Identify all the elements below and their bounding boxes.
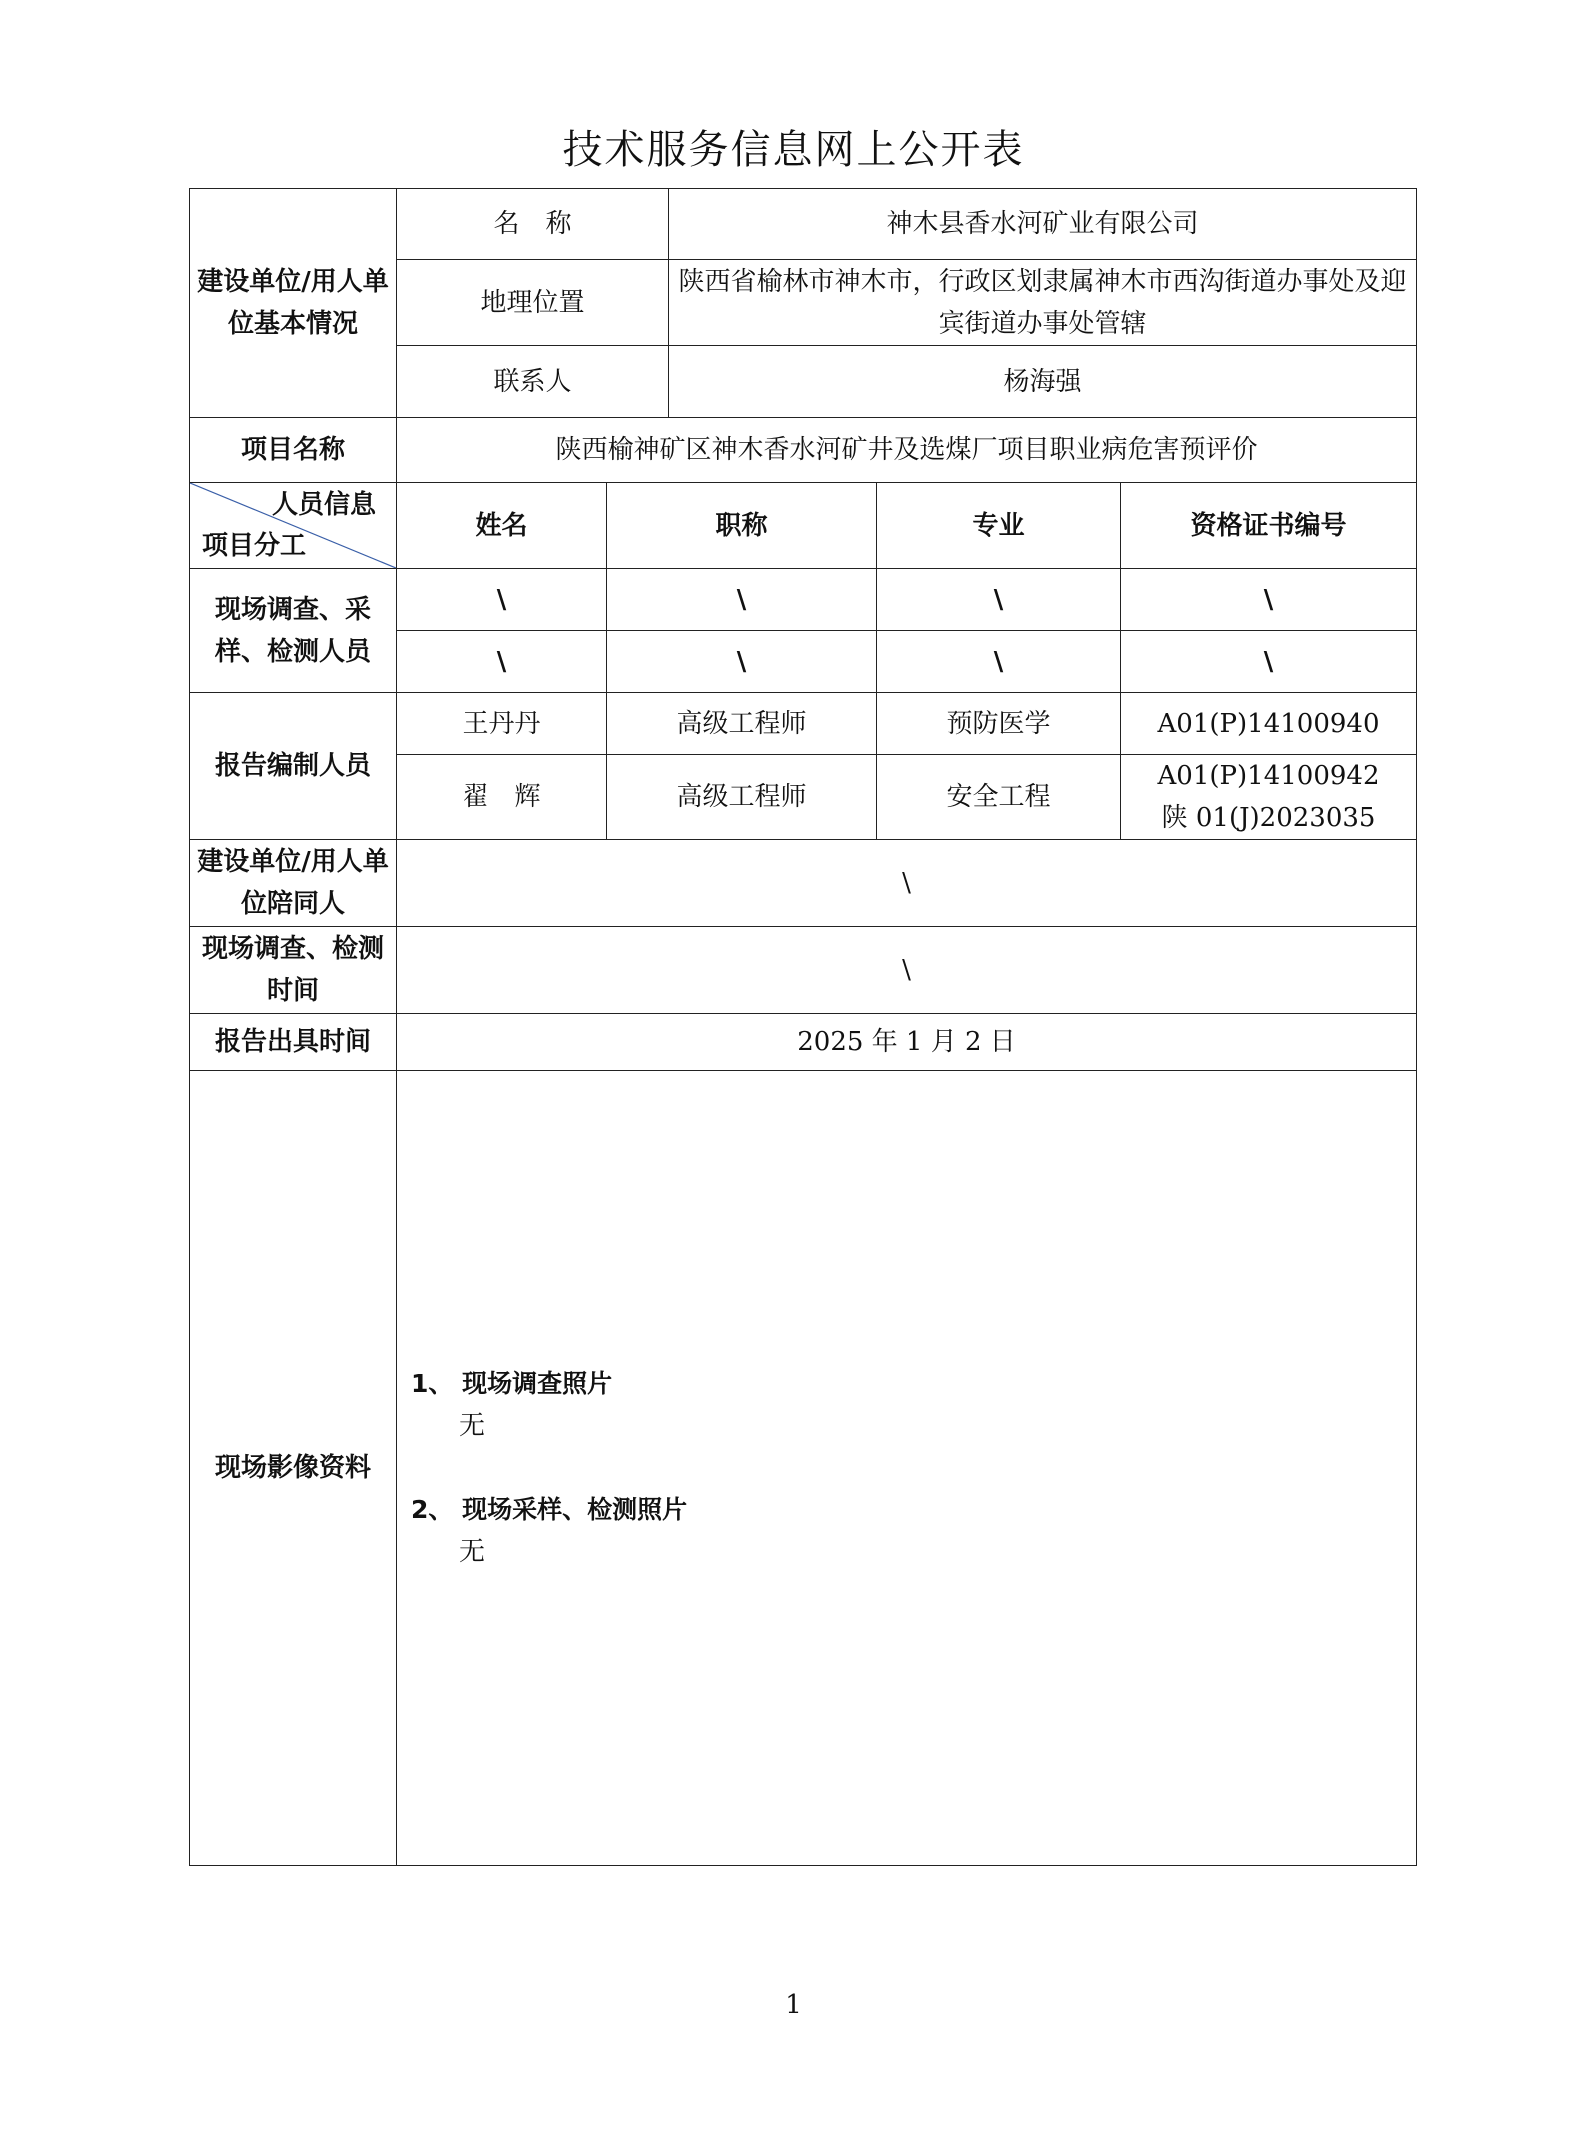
report-staff-label: 报告编制人员 <box>190 693 397 840</box>
corner-top-label: 人员信息 <box>271 490 376 520</box>
document-title: 技术服务信息网上公开表 <box>562 127 1025 173</box>
unit-info-label: 建设单位/用人单位基本情况 <box>190 189 397 418</box>
media-item-value: 无 <box>459 1411 486 1441</box>
cert-line: 陕 01(J)2023035 <box>1161 803 1376 833</box>
survey-cell: \ <box>607 631 877 693</box>
escort-value: \ <box>397 840 1417 927</box>
location-label: 地理位置 <box>397 260 669 346</box>
name-value: 神木县香水河矿业有限公司 <box>669 189 1417 260</box>
page-number: 1 <box>785 1990 802 2020</box>
survey-cell: \ <box>397 569 607 631</box>
report-staff-major: 预防医学 <box>877 693 1121 755</box>
escort-label: 建设单位/用人单位陪同人 <box>190 840 397 927</box>
col-header-name: 姓名 <box>397 483 607 569</box>
report-staff-name: 翟 辉 <box>397 755 607 840</box>
survey-cell: \ <box>397 631 607 693</box>
col-header-cert: 资格证书编号 <box>1121 483 1417 569</box>
report-staff-cert: A01(P)14100940 <box>1121 693 1417 755</box>
project-value: 陕西榆神矿区神木香水河矿井及选煤厂项目职业病危害预评价 <box>397 418 1417 483</box>
report-staff-title: 高级工程师 <box>607 693 877 755</box>
corner-bottom-label: 项目分工 <box>202 531 307 561</box>
contact-value: 杨海强 <box>669 346 1417 418</box>
survey-staff-label: 现场调查、采样、检测人员 <box>190 569 397 693</box>
media-item-value: 无 <box>459 1537 486 1567</box>
project-label: 项目名称 <box>190 418 397 483</box>
cert-line: A01(P)14100942 <box>1157 761 1380 791</box>
media-content <box>397 1071 1417 1866</box>
report-staff-name: 王丹丹 <box>397 693 607 755</box>
survey-cell: \ <box>877 631 1121 693</box>
survey-cell: \ <box>607 569 877 631</box>
col-header-major: 专业 <box>877 483 1121 569</box>
survey-time-label: 现场调查、检测时间 <box>190 927 397 1014</box>
survey-time-value: \ <box>397 927 1417 1014</box>
disclosure-table <box>189 188 1417 1866</box>
report-staff-major: 安全工程 <box>877 755 1121 840</box>
report-staff-cert <box>1121 755 1417 840</box>
media-item-heading: 1、 现场调查照片 <box>411 1369 613 1398</box>
survey-cell: \ <box>1121 631 1417 693</box>
contact-label: 联系人 <box>397 346 669 418</box>
col-header-title: 职称 <box>607 483 877 569</box>
media-item-heading: 2、 现场采样、检测照片 <box>411 1495 688 1524</box>
report-date-label: 报告出具时间 <box>190 1014 397 1071</box>
report-staff-title: 高级工程师 <box>607 755 877 840</box>
media-label: 现场影像资料 <box>190 1071 397 1866</box>
report-date-value: 2025 年 1 月 2 日 <box>397 1014 1417 1071</box>
location-value: 陕西省榆林市神木市，行政区划隶属神木市西沟街道办事处及迎宾街道办事处管辖 <box>669 260 1417 346</box>
staff-header-corner <box>190 483 397 569</box>
survey-cell: \ <box>1121 569 1417 631</box>
survey-cell: \ <box>877 569 1121 631</box>
name-label: 名 称 <box>397 189 669 260</box>
